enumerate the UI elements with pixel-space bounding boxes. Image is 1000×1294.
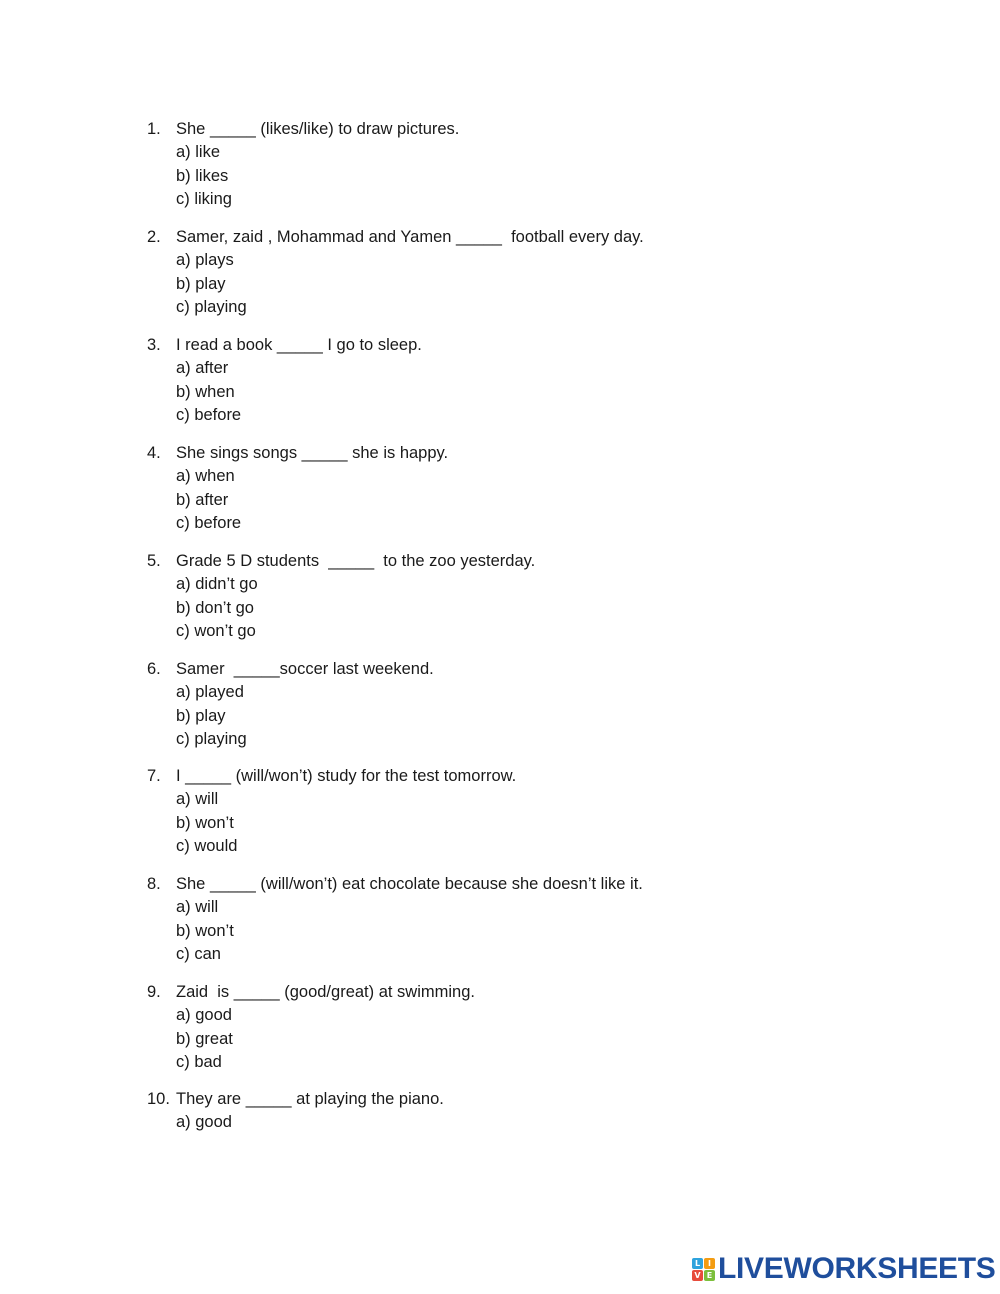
question-3	[147, 333, 847, 428]
logo-cell: L	[692, 1258, 703, 1269]
question-10	[147, 1087, 847, 1135]
answer-option: a) like	[176, 143, 221, 161]
logo-cell: V	[692, 1270, 703, 1281]
answer-option: b) won’t	[176, 921, 234, 940]
logo-cell: E	[704, 1270, 715, 1281]
question-number: 5.	[147, 552, 161, 570]
answer-option: b) play	[176, 706, 226, 725]
answer-option: b) play	[176, 274, 226, 293]
question-text: I read a book _____ I go to sleep.	[176, 336, 422, 354]
answer-option: c) playing	[176, 298, 247, 317]
answer-option: c) bad	[176, 1053, 222, 1072]
question-stem	[147, 549, 847, 573]
question-8	[147, 872, 847, 967]
question-number: 7.	[147, 767, 161, 785]
question-stem	[147, 764, 847, 788]
answer-option: b) when	[176, 382, 235, 401]
question-text: She sings songs _____ she is happy.	[176, 444, 449, 462]
answer-option: c) before	[176, 514, 242, 533]
answer-option: b) great	[176, 1029, 233, 1048]
question-stem	[147, 225, 847, 249]
question-2	[147, 225, 847, 320]
answer-option: b) won’t	[176, 813, 234, 832]
question-number: 9.	[147, 983, 161, 1001]
answer-option: b) don’t go	[176, 598, 254, 617]
answer-option: c) playing	[176, 730, 247, 749]
question-number: 6.	[147, 660, 161, 678]
question-stem	[147, 441, 847, 465]
logo-cell: I	[704, 1258, 715, 1269]
answer-option: a) played	[176, 683, 244, 701]
question-text: She _____ (will/won’t) eat chocolate because she doesn’t like it.	[176, 875, 643, 893]
question-text: I _____ (will/won’t) study for the test tomorrow.	[176, 767, 517, 785]
answer-option: a) plays	[176, 251, 234, 269]
answer-option: c) before	[176, 406, 242, 425]
question-text: They are _____ at playing the piano.	[176, 1090, 444, 1108]
question-text: Grade 5 D students _____ to the zoo yesterday.	[176, 552, 536, 570]
question-stem	[147, 333, 847, 357]
question-number: 10.	[147, 1090, 170, 1108]
question-stem	[147, 657, 847, 681]
answer-option: a) when	[176, 467, 235, 485]
question-number: 3.	[147, 336, 161, 354]
question-number: 1.	[147, 120, 161, 138]
answer-option: a) will	[176, 898, 219, 916]
question-stem	[147, 872, 847, 896]
answer-option: a) didn’t go	[176, 575, 258, 593]
answer-option: c) liking	[176, 190, 232, 209]
question-7	[147, 764, 847, 859]
liveworksheets-logo	[692, 1252, 996, 1286]
question-6	[147, 657, 847, 752]
answer-option: c) can	[176, 945, 221, 964]
question-5	[147, 549, 847, 644]
question-stem	[147, 117, 847, 141]
answer-option: a) will	[176, 790, 219, 808]
answer-option: a) after	[176, 359, 229, 377]
question-number: 4.	[147, 444, 161, 462]
question-number: 2.	[147, 228, 161, 246]
answer-option: b) likes	[176, 166, 229, 185]
question-text: Zaid is _____ (good/great) at swimming.	[176, 983, 475, 1001]
question-text: She _____ (likes/like) to draw pictures.	[176, 120, 460, 138]
logo-icon	[692, 1258, 715, 1281]
answer-option: c) won’t go	[176, 622, 256, 641]
question-stem	[147, 1087, 847, 1111]
answer-option: c) would	[176, 837, 238, 856]
logo-text: LIVEWORKSHEETS	[718, 1252, 996, 1285]
question-1	[147, 117, 847, 212]
question-stem	[147, 980, 847, 1004]
answer-option: b) after	[176, 490, 229, 509]
question-9	[147, 980, 847, 1075]
question-4	[147, 441, 847, 536]
question-text: Samer, zaid , Mohammad and Yamen _____ football every day.	[176, 228, 644, 246]
answer-option: a) good	[176, 1113, 232, 1131]
question-number: 8.	[147, 875, 161, 893]
question-text: Samer _____soccer last weekend.	[176, 660, 434, 678]
answer-option: a) good	[176, 1006, 232, 1024]
